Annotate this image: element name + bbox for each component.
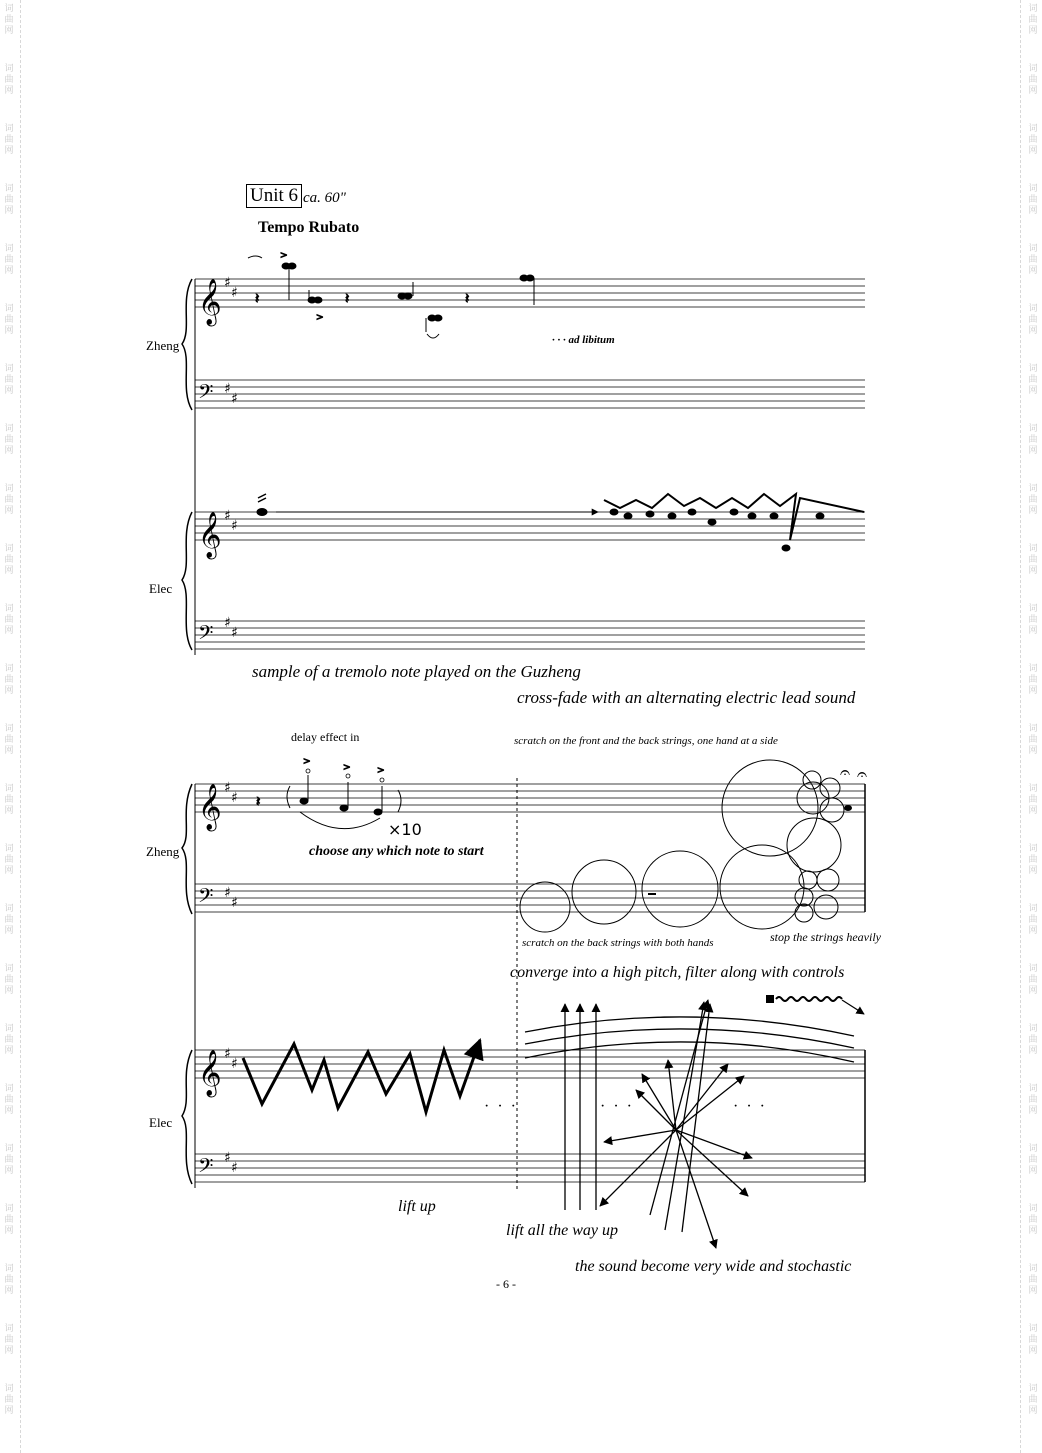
svg-text:>: > [343,763,351,773]
margin-watermark: 词 曲 网 [1028,1024,1038,1056]
clefs-system1 [198,275,238,649]
svg-text:♯: ♯ [231,391,238,407]
margin-watermark: 词 曲 网 [1028,484,1038,516]
margin-watermark: 词 曲 网 [1028,1264,1038,1296]
zheng-notes-1 [248,251,534,338]
margin-watermark: 词 曲 网 [4,184,14,216]
margin-watermark: 词 曲 网 [4,484,14,516]
lift-arrows [565,1004,596,1210]
filter-control-wave [766,995,864,1014]
svg-text:♯: ♯ [224,275,231,291]
margin-watermark: 词 曲 网 [1028,124,1038,156]
margin-watermark: 词 曲 网 [1028,1204,1038,1236]
margin-watermark: 词 曲 网 [1028,844,1038,876]
margin-watermark: 词 曲 网 [4,1084,14,1116]
staff-zheng-treble-2 [195,784,865,812]
staff-zheng-bass-2 [195,884,865,912]
svg-text:♯: ♯ [231,895,238,911]
staff-elec-bass-1 [195,621,865,649]
svg-text:♯: ♯ [224,885,231,901]
scratch-back-text: scratch on the back strings with both hands [522,937,714,949]
margin-watermark: 词 曲 网 [1028,304,1038,336]
instrument-name-elec-2: Elec [149,1115,173,1130]
svg-text:♯: ♯ [231,285,238,301]
svg-text:>: > [280,251,288,261]
ellipsis-elec-mid: · · · [600,1098,634,1115]
margin-watermark: 词 曲 网 [4,1144,14,1176]
bass-clef-icon: 𝄢 [198,884,214,912]
clefs-system2 [198,780,238,1182]
elec-notes-1 [257,494,864,551]
margin-watermark: 词 曲 网 [4,604,14,636]
wide-stochastic-text: the sound become very wide and stochastic [575,1258,852,1275]
margin-watermark: 词 曲 网 [4,1384,14,1416]
margin-watermark: 词 曲 网 [1028,544,1038,576]
staff-zheng-bass-1 [195,380,865,408]
stop-strings-text: stop the strings heavily [770,930,881,944]
svg-text:♯: ♯ [224,1150,231,1166]
delay-effect-text: delay effect in [291,730,360,744]
margin-watermark: 词 曲 网 [4,964,14,996]
page-number: - 6 - [496,1277,516,1291]
margin-watermark: 词 曲 网 [4,784,14,816]
margin-watermark: 词 曲 网 [4,544,14,576]
brace-zheng-1 [182,279,192,410]
svg-text:𝄽: 𝄽 [465,291,470,307]
margin-watermark: 词 曲 网 [4,244,14,276]
scratch-front-back-text: scratch on the front and the back strings, one hand at a side [514,735,778,747]
converge-arcs [525,1017,854,1062]
svg-text:𝄽: 𝄽 [255,291,260,307]
margin-watermark: 词 曲 网 [1028,1144,1038,1176]
ellipsis-elec-right: · · · [733,1098,767,1115]
elec-zigzag-line [243,1040,480,1112]
staff-elec-bass-2 [195,1154,865,1182]
svg-text:𝄽: 𝄽 [345,291,350,307]
treble-clef-icon: 𝄞 [198,784,222,830]
svg-text:>: > [303,757,311,767]
staff-zheng-treble-1 [195,279,865,307]
repeat-count: ×10 [388,820,422,839]
zheng-notes-2 [256,757,401,829]
instrument-name-elec-1: Elec [149,581,173,596]
svg-text:♯: ♯ [231,1160,238,1176]
margin-watermark: 词 曲 网 [4,904,14,936]
margin-watermark: 词 曲 网 [4,1264,14,1296]
svg-text:♯: ♯ [224,381,231,397]
margin-watermark: 词 曲 网 [4,844,14,876]
margin-watermark: 词 曲 网 [1028,1324,1038,1356]
choose-note-text: choose any which note to start [309,844,484,859]
svg-text:>: > [316,313,324,323]
svg-text:♯: ♯ [231,790,238,806]
brace-elec-1 [182,512,192,650]
system1-staves [182,279,865,655]
margin-watermark: 词 曲 网 [4,4,14,36]
treble-clef-icon: 𝄞 [198,1050,222,1096]
margin-watermark: 词 曲 网 [4,424,14,456]
fermatas [840,762,867,811]
margin-watermark: 词 曲 网 [1028,724,1038,756]
margin-watermark: 词 曲 网 [4,664,14,696]
scratch-circles [520,760,844,932]
margin-watermark: 词 曲 网 [1028,184,1038,216]
treble-clef-icon: 𝄞 [198,512,222,558]
bass-clef-icon: 𝄢 [198,380,214,408]
fermata-icon: 𝄐 [857,764,868,785]
margin-watermark: 词 曲 网 [1028,64,1038,96]
margin-watermark: 词 曲 网 [4,124,14,156]
margin-watermark: 词 曲 网 [1028,664,1038,696]
tempo-marking: Tempo Rubato [258,219,360,236]
margin-watermark: 词 曲 网 [4,1324,14,1356]
converge-text: converge into a high pitch, filter along with controls [510,964,845,981]
margin-watermark: 词 曲 网 [1028,4,1038,36]
stochastic-arrows [600,1000,752,1248]
svg-text:𝄽: 𝄽 [256,794,261,810]
margin-watermark: 词 曲 网 [4,1204,14,1236]
ad-libitum-text: · · · ad libitum [552,334,615,346]
ellipsis-elec-left: · · · [484,1098,518,1115]
crossfade-text: cross-fade with an alternating electric lead sound [517,688,856,707]
margin-watermark: 词 曲 网 [4,1024,14,1056]
unit-label: Unit 6 [246,184,302,208]
svg-text:♯: ♯ [231,518,238,534]
staff-elec-treble-1 [195,512,865,540]
margin-watermark: 词 曲 网 [1028,784,1038,816]
svg-text:♯: ♯ [224,780,231,796]
brace-elec-2 [182,1050,192,1184]
margin-watermark: 词 曲 网 [4,64,14,96]
brace-zheng-2 [182,784,192,914]
bass-clef-icon: 𝄢 [198,621,214,649]
svg-text:♯: ♯ [224,1046,231,1062]
margin-watermark: 词 曲 网 [1028,364,1038,396]
treble-clef-icon: 𝄞 [198,279,222,325]
margin-watermark: 词 曲 网 [1028,1384,1038,1416]
svg-text:♯: ♯ [224,615,231,631]
margin-watermark: 词 曲 网 [1028,1084,1038,1116]
margin-watermark: 词 曲 网 [1028,424,1038,456]
fermata-icon: 𝄐 [840,762,851,783]
instrument-name-zheng-2: Zheng [146,844,180,859]
margin-watermark: 词 曲 网 [1028,904,1038,936]
bass-clef-icon: 𝄢 [198,1154,214,1182]
margin-watermark: 词 曲 网 [4,724,14,756]
margin-watermark: 词 曲 网 [4,304,14,336]
svg-text:♯: ♯ [231,1056,238,1072]
duration-label: ca. 60" [303,190,346,206]
lift-all-way-text: lift all the way up [506,1222,618,1239]
margin-watermark: 词 曲 网 [1028,244,1038,276]
system2-staves [182,778,865,1190]
staff-elec-treble-2 [195,1050,865,1078]
svg-text:♯: ♯ [231,625,238,641]
svg-text:♯: ♯ [224,508,231,524]
margin-watermark: 词 曲 网 [1028,964,1038,996]
sample-note-text: sample of a tremolo note played on the Guzheng [252,662,581,681]
lift-up-text: lift up [398,1198,436,1215]
instrument-name-zheng-1: Zheng [146,338,180,353]
svg-text:>: > [377,766,385,776]
margin-watermark: 词 曲 网 [4,364,14,396]
margin-watermark: 词 曲 网 [1028,604,1038,636]
